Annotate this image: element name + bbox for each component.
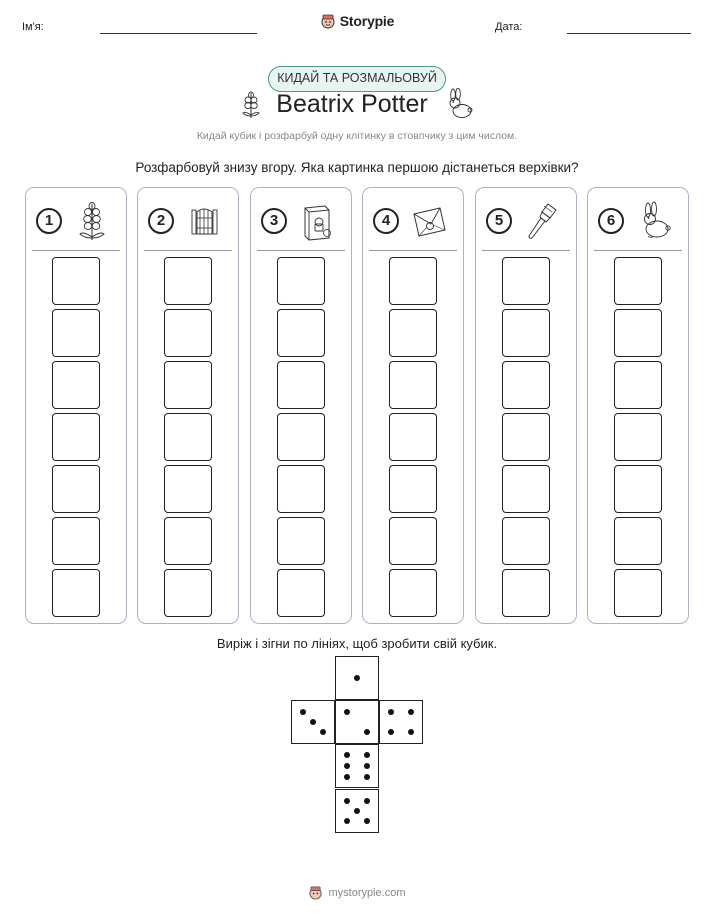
die-pip — [344, 752, 350, 758]
column-divider — [257, 250, 345, 251]
column-header — [588, 198, 688, 243]
column-divider — [369, 250, 457, 251]
color-cell[interactable] — [164, 361, 212, 409]
color-cell[interactable] — [502, 309, 550, 357]
color-cell[interactable] — [614, 569, 662, 617]
die-pip — [354, 808, 360, 814]
color-cell[interactable] — [52, 257, 100, 305]
envelope-letter-icon — [411, 200, 447, 242]
date-line — [567, 33, 691, 34]
column-divider — [594, 250, 682, 251]
color-cell[interactable] — [614, 309, 662, 357]
brand-logo — [0, 13, 714, 34]
column-3 — [250, 187, 352, 624]
title-row — [0, 88, 714, 120]
die-pip — [344, 763, 350, 769]
color-cell[interactable] — [52, 517, 100, 565]
die-pip — [408, 709, 414, 715]
color-cell[interactable] — [502, 257, 550, 305]
die-pip — [354, 675, 360, 681]
die-pip — [364, 774, 370, 780]
rabbit-icon — [442, 88, 474, 120]
color-cell[interactable] — [277, 413, 325, 461]
column-number: 2 — [148, 208, 174, 234]
die-face-5 — [335, 789, 379, 833]
color-cell[interactable] — [277, 569, 325, 617]
color-cell[interactable] — [614, 361, 662, 409]
die-pip — [364, 752, 370, 758]
color-cell[interactable] — [277, 257, 325, 305]
color-cell[interactable] — [52, 309, 100, 357]
storypie-mascot-icon — [320, 13, 336, 29]
color-cell[interactable] — [52, 465, 100, 513]
column-header — [476, 198, 576, 243]
color-cell[interactable] — [502, 361, 550, 409]
die-face-4 — [379, 700, 423, 744]
page-title: Beatrix Potter — [276, 89, 428, 118]
column-4 — [362, 187, 464, 624]
die-pip — [364, 798, 370, 804]
footer-url[interactable]: mystorypie.com — [328, 886, 406, 899]
die-face-1 — [335, 656, 379, 700]
die-pip — [388, 729, 394, 735]
color-cell[interactable] — [164, 465, 212, 513]
color-cell[interactable] — [614, 517, 662, 565]
column-number: 4 — [373, 208, 399, 234]
color-cell[interactable] — [389, 465, 437, 513]
die-face-2 — [335, 700, 379, 744]
foxglove-flower-icon — [240, 89, 262, 119]
storypie-mascot-icon — [308, 885, 323, 900]
die-pip — [364, 729, 370, 735]
die-pip — [344, 798, 350, 804]
footer — [0, 885, 714, 905]
instruction: Розфарбовуй знизу вгору. Яка картинка першою дістанеться верхівки? — [135, 160, 579, 175]
date-label: Дата: — [495, 21, 523, 33]
paintbrush-icon — [524, 200, 560, 242]
color-cell[interactable] — [614, 465, 662, 513]
die-pip — [300, 709, 306, 715]
color-cell[interactable] — [164, 309, 212, 357]
column-number: 3 — [261, 208, 287, 234]
column-5 — [475, 187, 577, 624]
die-pip — [344, 774, 350, 780]
column-number: 1 — [36, 208, 62, 234]
column-header — [138, 198, 238, 243]
color-cell[interactable] — [502, 465, 550, 513]
cut-instruction: Виріж і зігни по лініях, щоб зробити свій кубик. — [216, 636, 498, 651]
die-pip — [320, 729, 326, 735]
color-cell[interactable] — [277, 517, 325, 565]
column-header — [26, 198, 126, 243]
color-cell[interactable] — [277, 309, 325, 357]
color-cell[interactable] — [389, 413, 437, 461]
color-cell[interactable] — [52, 569, 100, 617]
storybook-icon — [299, 200, 335, 242]
brand-name: Storypie — [339, 13, 395, 29]
color-columns — [25, 187, 689, 624]
color-cell[interactable] — [502, 569, 550, 617]
color-cell[interactable] — [614, 257, 662, 305]
color-cell[interactable] — [52, 413, 100, 461]
column-divider — [144, 250, 232, 251]
column-6 — [587, 187, 689, 624]
name-label: Ім'я: — [22, 21, 44, 33]
column-2 — [137, 187, 239, 624]
color-cell[interactable] — [502, 517, 550, 565]
column-divider — [482, 250, 570, 251]
rabbit-icon — [636, 200, 672, 242]
column-1 — [25, 187, 127, 624]
subtitle: Кидай кубик і розфарбуй одну клітинку в стовпчику з цим числом. — [196, 130, 518, 142]
color-cell[interactable] — [164, 413, 212, 461]
color-cell[interactable] — [52, 361, 100, 409]
die-pip — [388, 709, 394, 715]
color-cell[interactable] — [164, 517, 212, 565]
die-pip — [344, 709, 350, 715]
color-cell[interactable] — [389, 309, 437, 357]
die-pip — [364, 818, 370, 824]
die-pip — [344, 818, 350, 824]
color-cell[interactable] — [502, 413, 550, 461]
column-number: 6 — [598, 208, 624, 234]
color-cell[interactable] — [164, 569, 212, 617]
die-pip — [408, 729, 414, 735]
column-header — [363, 198, 463, 243]
column-number: 5 — [486, 208, 512, 234]
die-face-3 — [291, 700, 335, 744]
activity-badge: КИДАЙ ТА РОЗМАЛЬОВУЙ — [268, 66, 446, 92]
color-cell[interactable] — [277, 465, 325, 513]
garden-gate-icon — [186, 200, 222, 242]
color-cell[interactable] — [389, 257, 437, 305]
color-cell[interactable] — [614, 413, 662, 461]
foxglove-flower-icon — [74, 200, 110, 242]
color-cell[interactable] — [389, 517, 437, 565]
color-cell[interactable] — [389, 569, 437, 617]
column-divider — [32, 250, 120, 251]
die-pip — [364, 763, 370, 769]
color-cell[interactable] — [389, 361, 437, 409]
die-pip — [310, 719, 316, 725]
column-header — [251, 198, 351, 243]
color-cell[interactable] — [164, 257, 212, 305]
die-face-6 — [335, 744, 379, 788]
color-cell[interactable] — [277, 361, 325, 409]
